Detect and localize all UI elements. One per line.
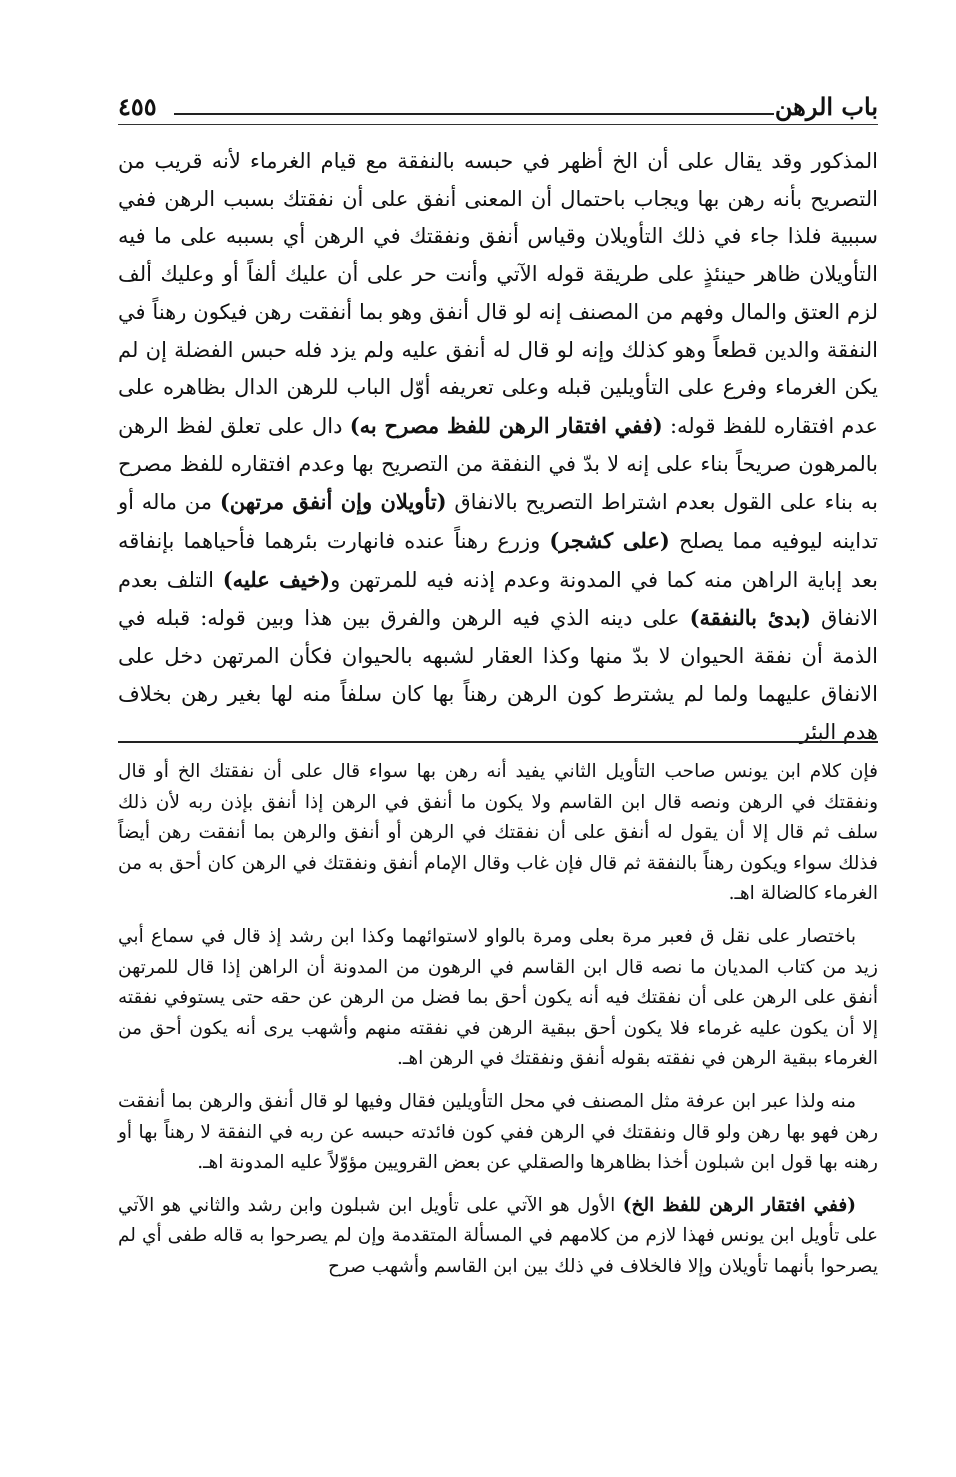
commentary-separator <box>118 741 878 743</box>
main-text-segment: وزرع رهناً عنده فانهارت بئرهما فأحياهما بإنفاقه بعد إباية الراهن منه كما في المدونة وعدم إذنه فيه للمرتهن و <box>118 529 878 592</box>
main-text-segment: المذكور وقد يقال على أن الخ أظهر في حبسه بالنفقة مع قيام الغرماء لأنه قريب من التصريح بأنه رهن بها ويجاب باحتمال أن المعنى أنفق على أن نفقتك بسبب الرهن ففي سببية فلذا جاء في ذلك التأويلان وقياس أنفق ونفقتك في الرهن أي بسببه على ما فيه التأويلان ظاهر حينئذٍ على طريقة قوله الآتي وأنت حر على أن عليك ألفاً أو وعليك ألف لزم العتق والمال وفهم من المصنف إنه لو قال أنفق وهو بما أنفقت رهن فيكون رهناً في النفقة والدين قطعاً وهو كذلك وإنه لو قال له أنفق عليه ولم يزد فله حبس الفضلة إن لم يكن الغرماء وفرع على التأويلين قبله وعلى تعريفه أوّل الباب للرهن الدال بظاهره على عدم افتقاره للفظ قوله: <box>118 149 878 438</box>
commentary-paragraph: فإن كلام ابن يونس صاحب التأويل الثاني يفيد أنه رهن بها سواء قال على أن نفقتك الخ أو قال ونفقتك في الرهن ونصه قال ابن القاسم ولا يكون ما أنفق في الرهن إذا أنفق بإذن ربه لأن ذلك سلف ثم قال إلا أن يقول له أنفق على أن نفقتك في الرهن أو أنفق والرهن بما أنفقت رهن أيضاً فذلك سواء ويكون رهناً بالنفقة ثم قال فإن غاب وقال الإمام أنفق ونفقتك في الرهن كان أحق به من الغرماء كالضالة اهـ. <box>118 761 878 905</box>
commentary-paragraph <box>118 1191 878 1283</box>
commentary <box>118 757 878 1295</box>
page-header <box>118 88 878 128</box>
main-text-segment: من ماله أو تداينه ليوفيه مما يصلح <box>118 490 878 554</box>
main-bold-phrase: (على كشجر) <box>549 528 670 554</box>
main-text-segment: التلف بعدم الانفاق <box>118 567 878 631</box>
header-rule <box>174 113 774 115</box>
main-text-segment: دال على تعلق لفظ الرهن بالمرهون صريحاً بناء على إنه لا بدّ في النفقة من التصريح بها وعدم افتقاره للفظ مصرح به بناء على القول بعدم اشتراط التصريح بالانفاق <box>118 413 878 515</box>
commentary-bold-phrase: (ففي افتقار الرهن للفظ الخ) <box>622 1194 857 1216</box>
commentary-text-segment: الأول هو الآتي على تأويل ابن شبلون وابن رشد والثاني هو الآتي على تأويل ابن يونس فهذا لازم من كلامهم في المسألة المتقدمة وإن لم يصرحوا به قاله طفى أي لم يصرحوا بأنهما تأويلان وإلا فالخلاف في ذلك بين ابن القاسم وأشهب صرح <box>118 1194 878 1277</box>
main-text <box>118 143 878 751</box>
header-underline <box>118 124 878 125</box>
main-paragraph <box>118 143 878 751</box>
chapter-title: باب الرهن <box>774 92 878 121</box>
main-bold-phrase: (خيف عليه) <box>222 566 331 592</box>
main-bold-phrase: (تأويلان وإن أنفق مرتهن) <box>219 489 447 515</box>
main-bold-phrase: (بدئ بالنفقة) <box>689 605 811 631</box>
commentary-paragraph: باختصار على نقل ق فعبر مرة بعلى ومرة بالواو لاستوائهما وكذا ابن رشد إذ قال في سماع أبي زيد من كتاب المديان ما نصه قال ابن القاسم في الرهون من المدونة أن الراهن إذا قال للمرتهن أنفق على الرهن على أن نفقتك فيه أنه يكون أحق بما فضل من الرهن عن حقه حتى يستوفي نفقته إلا أن يكون عليه غرماء فلا يكون أحق ببقية الرهن في نفقته منهم وأشهب يرى أنه يكون أحق من الغرماء ببقية الرهن في نفقته بقوله أنفق ونفقتك في الرهن اهـ. <box>118 925 878 1070</box>
main-bold-phrase: (ففي افتقار الرهن للفظ مصرح به) <box>349 412 663 438</box>
commentary-paragraph: منه ولذا عبر ابن عرفة مثل المصنف في محل التأويلين فقال وفيها لو قال أنفق والرهن بما أنفقت رهن فهو بها رهن ولو قال ونفقتك في الرهن ففي كون فائدته حبسه عن ربه في النفقة لا رهناً بها أو رهنه بها قول ابن شبلون أخذا بظاهرها والصقلي عن بعض القرويين مؤوّلاً عليه المدونة اهـ. <box>118 1090 878 1174</box>
main-text-segment: على دينه الذي فيه الرهن والفرق بين هذا وبين قوله: قبله في الذمة أن نفقة الحيوان لا بدّ منها وكذا العقار لشبهه بالحيوان فكأن المرتهن دخل على الانفاق عليهما ولما لم يشترط كون الرهن رهناً بها كان سلفاً منه لها بغير رهن بخلاف هدم البئر <box>118 606 878 744</box>
page-number: ٤٥٥ <box>118 92 157 121</box>
